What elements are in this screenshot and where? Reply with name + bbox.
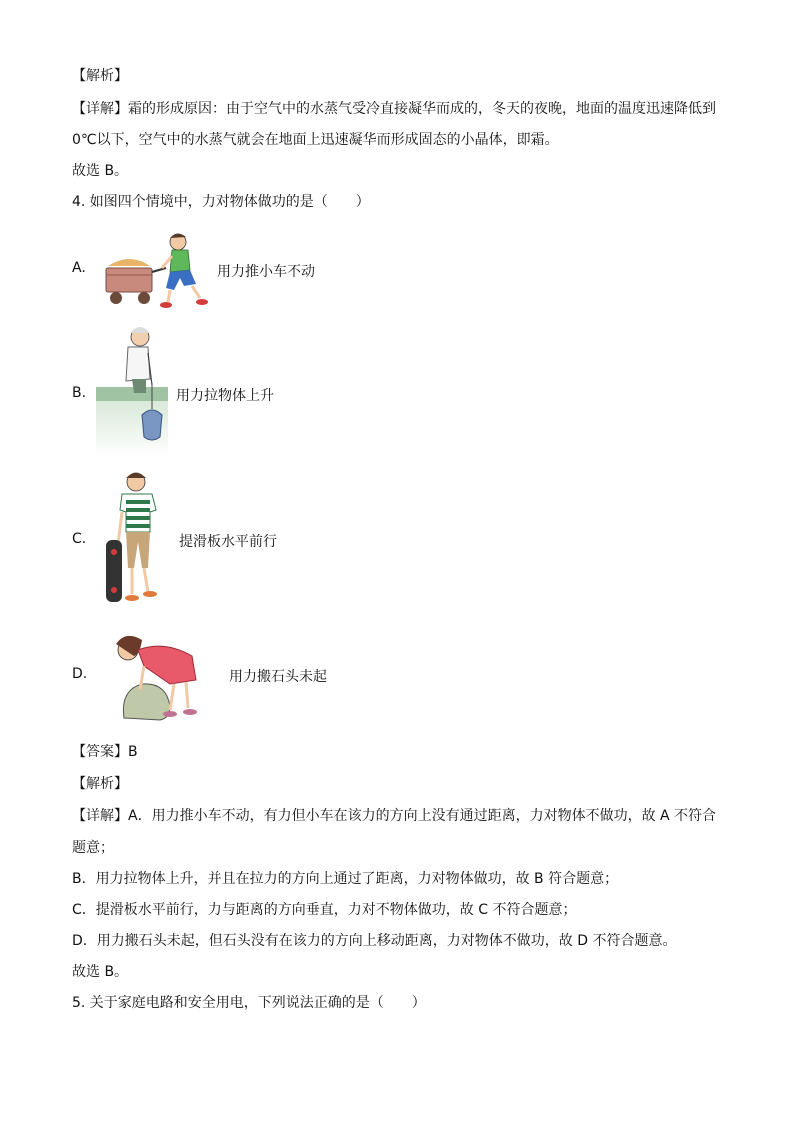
option-a-letter: A. — [72, 260, 86, 276]
option-c-letter: C. — [72, 531, 87, 547]
detail-a-line-1: 【详解】A．用力推小车不动，有力但小车在该力的方向上没有通过距离，力对物体不做功，故 A 不符合 — [72, 808, 717, 824]
option-d-text: 用力搬石头未起 — [229, 669, 327, 685]
option-b-letter: B. — [72, 385, 87, 401]
option-a-illustration — [96, 228, 212, 310]
detail-line-2: 0℃以下，空气中的水蒸气就会在地面上迅速凝华而形成固态的小晶体，即霜。 — [72, 132, 559, 148]
detail-c-line: C．提滑板水平前行，力与距离的方向垂直，力对不物体做功，故 C 不符合题意； — [72, 902, 577, 918]
detail-d-line: D．用力搬石头未起，但石头没有在该力的方向上移动距离，力对物体不做功，故 D 不符合题意。 — [72, 933, 677, 949]
option-d-letter: D. — [72, 666, 88, 682]
answer-line: 【答案】B — [72, 744, 138, 760]
question-5: 5. 关于家庭电路和安全用电，下列说法正确的是（ ） — [72, 995, 426, 1011]
choose-line: 故选 B。 — [72, 163, 129, 179]
option-c-text: 提滑板水平前行 — [179, 534, 277, 550]
option-b-text: 用力拉物体上升 — [176, 388, 274, 404]
analysis-heading: 【解析】 — [72, 68, 128, 84]
detail-b-line: B．用力拉物体上升，并且在拉力的方向上通过了距离，力对物体做功，故 B 符合题意； — [72, 871, 619, 887]
detail-a-line-2: 题意； — [72, 840, 114, 856]
question-4: 4. 如图四个情境中，力对物体做功的是（ ） — [72, 194, 370, 210]
analysis-heading-2: 【解析】 — [72, 776, 128, 792]
option-d-illustration — [104, 626, 206, 722]
option-b-illustration — [96, 323, 168, 457]
detail-line-1: 【详解】霜的形成原因：由于空气中的水蒸气受冷直接凝华而成的，冬天的夜晚，地面的温度迅速降低到 — [72, 101, 716, 117]
option-a-text: 用力推小车不动 — [217, 264, 315, 280]
option-c-illustration — [102, 470, 166, 608]
choose-line-2: 故选 B。 — [72, 964, 129, 980]
